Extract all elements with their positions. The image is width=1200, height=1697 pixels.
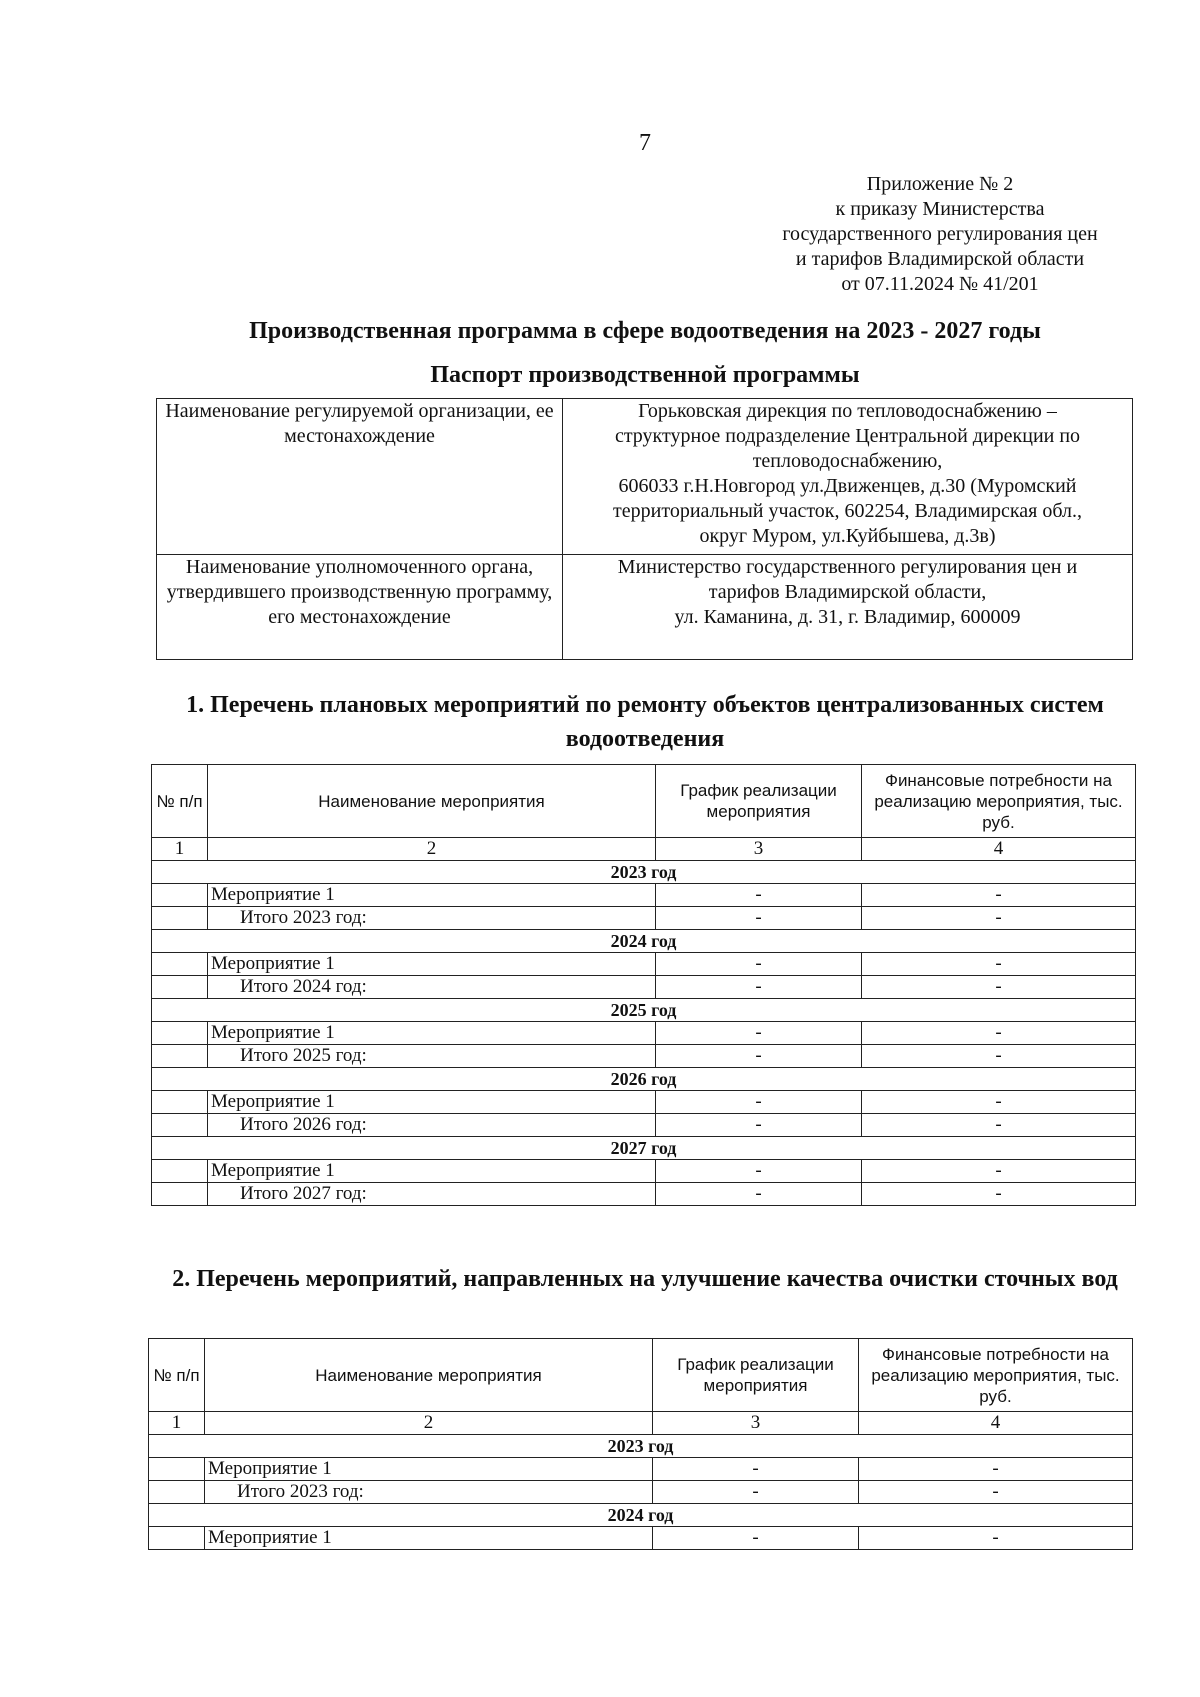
row-num (149, 1481, 205, 1504)
event-name: Мероприятие 1 (208, 1160, 656, 1183)
total-finance: - (862, 907, 1136, 930)
total-schedule: - (656, 1114, 862, 1137)
section1-table (151, 764, 1136, 1206)
total-finance: - (862, 976, 1136, 999)
passport-value (563, 555, 1133, 660)
column-number-row (152, 838, 1136, 861)
appendix-line: Приложение № 2 (866, 173, 1014, 195)
column-number: 1 (149, 1412, 205, 1435)
header-name: Наименование мероприятия (208, 765, 656, 838)
year-label: 2024 год (152, 930, 1136, 953)
passport-label: Наименование уполномоченного органа, утвердившего производственную программу, его местонахождение (157, 555, 563, 660)
total-label: Итого 2025 год: (208, 1045, 656, 1068)
section2-title: 2. Перечень мероприятий, направленных на улучшение качества очистки сточных вод (172, 1266, 1118, 1292)
total-finance: - (859, 1481, 1133, 1504)
total-label: Итого 2023 год: (208, 907, 656, 930)
passport-value-line: округ Муром, ул.Куйбышева, д.3в) (699, 525, 996, 547)
total-schedule: - (656, 1045, 862, 1068)
total-finance: - (862, 1183, 1136, 1206)
total-row (152, 976, 1136, 999)
document-title: Производственная программа в сфере водоотведения на 2023 - 2027 годы (249, 318, 1041, 344)
event-finance: - (859, 1458, 1133, 1481)
year-row (152, 1137, 1136, 1160)
total-row (152, 1183, 1136, 1206)
table-header-row (152, 765, 1136, 838)
row-num (152, 1160, 208, 1183)
event-row (152, 1091, 1136, 1114)
total-label: Итого 2024 год: (208, 976, 656, 999)
event-finance: - (862, 884, 1136, 907)
appendix-line: к приказу Министерства (835, 198, 1045, 220)
header-finance: Финансовые потребности на реализацию мероприятия, тыс. руб. (862, 765, 1136, 838)
passport-value-line: территориальный участок, 602254, Владимирская обл., (613, 500, 1082, 522)
row-num (152, 1114, 208, 1137)
total-schedule: - (653, 1481, 859, 1504)
year-row (152, 1068, 1136, 1091)
year-label: 2026 год (152, 1068, 1136, 1091)
total-row (149, 1481, 1133, 1504)
year-row (152, 861, 1136, 884)
passport-value-line: Горьковская дирекция по тепловодоснабжению – (638, 400, 1057, 422)
year-row (149, 1504, 1133, 1527)
header-schedule: График реализации мероприятия (656, 765, 862, 838)
passport-value-line: тарифов Владимирской области, (708, 581, 987, 603)
year-row (149, 1435, 1133, 1458)
passport-value-line: ул. Каманина, д. 31, г. Владимир, 600009 (674, 606, 1021, 628)
row-num (152, 1183, 208, 1206)
event-row (152, 884, 1136, 907)
event-row (152, 1160, 1136, 1183)
total-finance: - (862, 1114, 1136, 1137)
year-label: 2023 год (152, 861, 1136, 884)
event-schedule: - (653, 1458, 859, 1481)
passport-value-line: тепловодоснабжению, (752, 450, 943, 472)
row-num (152, 884, 208, 907)
event-finance: - (862, 1022, 1136, 1045)
year-row (152, 999, 1136, 1022)
event-schedule: - (656, 1091, 862, 1114)
total-finance: - (862, 1045, 1136, 1068)
column-number-row (149, 1412, 1133, 1435)
event-schedule: - (656, 1022, 862, 1045)
row-num (152, 907, 208, 930)
year-label: 2024 год (149, 1504, 1133, 1527)
total-row (152, 1114, 1136, 1137)
appendix-line: от 07.11.2024 № 41/201 (841, 273, 1039, 295)
header-finance: Финансовые потребности на реализацию мероприятия, тыс. руб. (859, 1339, 1133, 1412)
event-name: Мероприятие 1 (205, 1527, 653, 1550)
total-row (152, 1045, 1136, 1068)
total-label: Итого 2027 год: (208, 1183, 656, 1206)
appendix-line: и тарифов Владимирской области (795, 248, 1085, 270)
column-number: 3 (656, 838, 862, 861)
section1-title: 1. Перечень плановых мероприятий по ремонту объектов централизованных систем водоотведения (186, 692, 1104, 752)
year-label: 2023 год (149, 1435, 1133, 1458)
event-name: Мероприятие 1 (205, 1458, 653, 1481)
column-number: 4 (859, 1412, 1133, 1435)
passport-table (156, 398, 1133, 660)
total-schedule: - (656, 976, 862, 999)
column-number: 2 (208, 838, 656, 861)
header-num: № п/п (152, 765, 208, 838)
header-num: № п/п (149, 1339, 205, 1412)
event-schedule: - (653, 1527, 859, 1550)
column-number: 4 (862, 838, 1136, 861)
column-number: 2 (205, 1412, 653, 1435)
total-label: Итого 2023 год: (205, 1481, 653, 1504)
total-schedule: - (656, 907, 862, 930)
row-num (152, 976, 208, 999)
event-finance: - (862, 1160, 1136, 1183)
passport-title: Паспорт производственной программы (430, 362, 860, 388)
event-finance: - (859, 1527, 1133, 1550)
event-row (149, 1527, 1133, 1550)
event-name: Мероприятие 1 (208, 884, 656, 907)
year-label: 2025 год (152, 999, 1136, 1022)
event-finance: - (862, 953, 1136, 976)
passport-value-line: структурное подразделение Центральной дирекции по (614, 425, 1081, 447)
column-number: 3 (653, 1412, 859, 1435)
appendix-block (740, 172, 1140, 297)
row-num (152, 1022, 208, 1045)
event-name: Мероприятие 1 (208, 1091, 656, 1114)
year-row (152, 930, 1136, 953)
event-schedule: - (656, 953, 862, 976)
event-row (152, 953, 1136, 976)
header-name: Наименование мероприятия (205, 1339, 653, 1412)
passport-value-line: Министерство государственного регулирования цен и (617, 556, 1078, 578)
passport-row-organization (157, 399, 1133, 555)
event-name: Мероприятие 1 (208, 953, 656, 976)
section2-table (148, 1338, 1133, 1550)
table-header-row (149, 1339, 1133, 1412)
row-num (149, 1527, 205, 1550)
row-num (149, 1458, 205, 1481)
row-num (152, 953, 208, 976)
passport-value-line: 606033 г.Н.Новгород ул.Движенцев, д.30 (Муромский (618, 475, 1077, 497)
passport-row-authority (157, 555, 1133, 660)
event-schedule: - (656, 884, 862, 907)
appendix-line: государственного регулирования цен (782, 223, 1098, 245)
year-label: 2027 год (152, 1137, 1136, 1160)
row-num (152, 1091, 208, 1114)
event-schedule: - (656, 1160, 862, 1183)
row-num (152, 1045, 208, 1068)
total-schedule: - (656, 1183, 862, 1206)
passport-label: Наименование регулируемой организации, ее местонахождение (157, 399, 563, 555)
total-label: Итого 2026 год: (208, 1114, 656, 1137)
header-schedule: График реализации мероприятия (653, 1339, 859, 1412)
event-row (152, 1022, 1136, 1045)
column-number: 1 (152, 838, 208, 861)
total-row (152, 907, 1136, 930)
passport-value (563, 399, 1133, 555)
page-number: 7 (639, 130, 651, 156)
event-row (149, 1458, 1133, 1481)
event-name: Мероприятие 1 (208, 1022, 656, 1045)
event-finance: - (862, 1091, 1136, 1114)
